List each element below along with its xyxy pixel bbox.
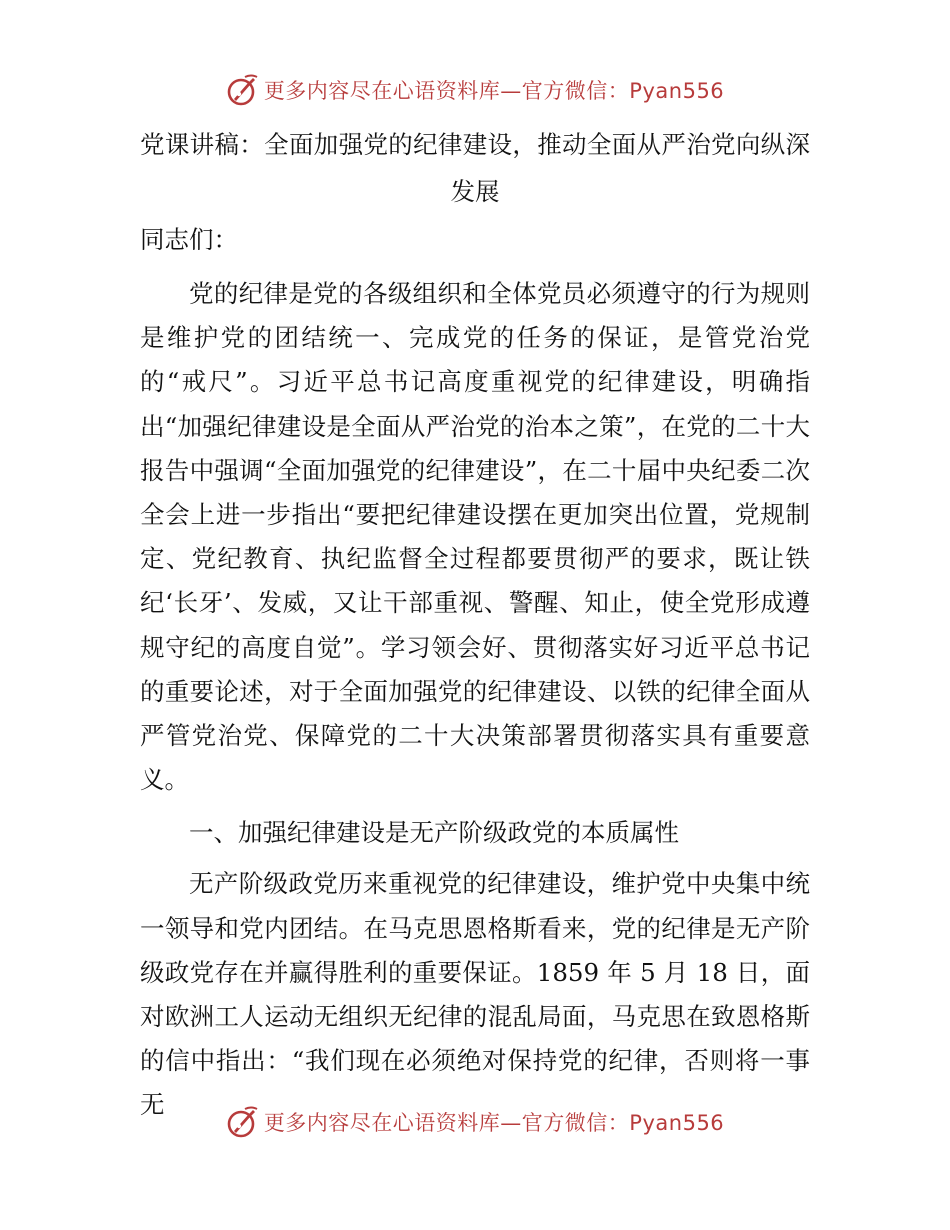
header-banner (0, 70, 950, 110)
document-title: 党课讲稿：全面加强党的纪律建设，推动全面从严治党向纵深发展 (140, 130, 810, 206)
document-body (140, 121, 810, 1128)
header-banner-text[interactable]: 更多内容尽在心语资料库—官方微信：Pyan556 (263, 79, 725, 103)
paragraph-1: 党的纪律是党的各级组织和全体党员必须遵守的行为规则是维护党的团结统一、完成党的任务的保证，是管党治党的“戒尺”。习近平总书记高度重视党的纪律建设，明确指出“加强纪律建设是全面从严治党的治本之策”，在党的二十大报告中强调“全面加强党的纪律建设”，在二十届中央纪委二次全会上进一步指出“要把纪律建设摆在更加突出位置，党规制定、党纪教育、执纪监督全过程都要贯彻严的要求，既让铁纪‘长牙’、发威，又让干部重视、警醒、知止，使全党形成遵规守纪的高度自觉”。学习领会好、贯彻落实好习近平总书记的重要论述，对于全面加强党的纪律建设、以铁的纪律全面从严管党治党、保障党的二十大决策部署贯彻落实具有重要意义。 (140, 279, 810, 795)
footer-banner-text[interactable]: 更多内容尽在心语资料库—官方微信：Pyan556 (263, 1111, 725, 1135)
footer-banner (0, 1102, 950, 1142)
section-1-heading: 一、加强纪律建设是无产阶级政党的本质属性 (189, 818, 679, 848)
paragraph-2: 无产阶级政党历来重视党的纪律建设，维护党中央集中统一领导和党内团结。在马克思恩格斯看来，党的纪律是无产阶级政党存在并赢得胜利的重要保证。1859 年 5 月 18 日，面对欧洲工人运动无组织无纪律的混乱局面，马克思在致恩格斯的信中指出：“我们现在必须绝对保持党的纪律，否则将一事无 (140, 869, 810, 1120)
pen-nib-logo-icon (226, 73, 260, 107)
greeting: 同志们： (140, 225, 238, 254)
pen-nib-logo-icon (226, 1105, 260, 1139)
